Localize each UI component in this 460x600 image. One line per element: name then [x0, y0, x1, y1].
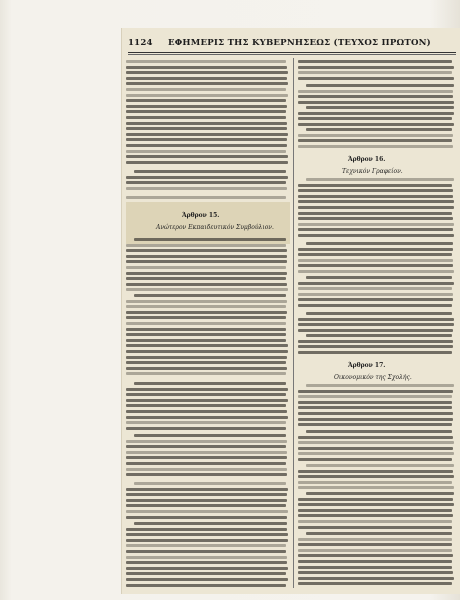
text-line: [298, 139, 452, 142]
text-line: [134, 522, 287, 525]
text-line: [306, 312, 452, 315]
text-line: [126, 260, 287, 263]
text-line: [126, 451, 287, 454]
text-line: [126, 133, 288, 136]
text-line: [298, 200, 454, 203]
text-line: [126, 440, 287, 443]
text-line: [298, 134, 453, 137]
text-line: [126, 462, 286, 465]
text-line: [298, 212, 452, 215]
text-line: [298, 452, 454, 455]
text-line: [126, 333, 286, 336]
text-line: [126, 539, 288, 542]
text-line: [298, 549, 452, 552]
text-line: [126, 488, 288, 491]
text-line: [126, 528, 287, 531]
text-line: [298, 77, 454, 80]
text-line: [298, 90, 453, 93]
text-line: [126, 305, 286, 308]
text-line: [298, 401, 452, 404]
text-line: [298, 436, 453, 439]
text-line: [126, 339, 286, 342]
text-line: [298, 520, 452, 523]
text-line: [126, 561, 287, 564]
text-line: [298, 509, 452, 512]
text-line: [126, 127, 287, 130]
text-line: [126, 187, 287, 190]
text-line: [126, 416, 288, 419]
text-line: [126, 468, 287, 471]
text-line: [126, 578, 288, 581]
text-line: [298, 538, 452, 541]
text-line: [126, 116, 286, 119]
text-line: [126, 122, 287, 125]
text-line: [126, 196, 286, 199]
text-line: [298, 287, 452, 290]
column-divider: [293, 58, 294, 588]
text-line: [298, 101, 454, 104]
text-line: [306, 106, 454, 109]
text-line: [126, 105, 287, 108]
text-line: [298, 412, 453, 415]
text-line: [298, 270, 454, 273]
left-column: [126, 58, 290, 588]
text-line: [298, 293, 453, 296]
text-line: [306, 128, 452, 131]
text-line: [126, 110, 286, 113]
text-line: [126, 427, 286, 430]
text-line: [126, 499, 287, 502]
text-line: [134, 170, 286, 173]
text-line: [126, 399, 288, 402]
text-line: [126, 356, 287, 359]
gazette-page: [122, 28, 460, 594]
text-line: [126, 138, 287, 141]
text-line: [298, 390, 453, 393]
text-line: [298, 248, 453, 251]
text-line: [298, 228, 453, 231]
text-line: [298, 323, 454, 326]
text-line: [126, 155, 288, 158]
text-line: [126, 272, 287, 275]
text-line: [298, 498, 453, 501]
text-line: [126, 404, 286, 407]
header-rule: [128, 54, 456, 55]
text-line: [126, 544, 286, 547]
text-line: [298, 481, 452, 484]
text-line: [126, 567, 288, 570]
text-line: [298, 486, 454, 489]
text-line: [126, 161, 288, 164]
text-line: [298, 418, 453, 421]
page-number: 1124: [128, 38, 153, 48]
article-15-heading: Άρθρον 15.: [182, 212, 220, 219]
text-line: [298, 340, 453, 343]
text-line: [126, 277, 286, 280]
text-line: [126, 445, 286, 448]
text-line: [298, 304, 452, 307]
text-line: [126, 82, 288, 85]
page-header: [128, 36, 456, 53]
text-line: [126, 421, 286, 424]
text-line: [306, 464, 454, 467]
text-line: [306, 242, 453, 245]
text-line: [126, 60, 286, 63]
text-line: [126, 328, 286, 331]
text-line: [126, 266, 286, 269]
text-line: [298, 184, 452, 187]
text-line: [298, 117, 452, 120]
text-line: [298, 217, 453, 220]
text-line: [126, 66, 287, 69]
text-line: [126, 316, 286, 319]
text-line: [126, 504, 286, 507]
text-line: [298, 234, 454, 237]
text-line: [298, 447, 453, 450]
text-line: [298, 145, 453, 148]
text-line: [298, 577, 454, 580]
text-line: [298, 282, 454, 285]
text-line: [306, 384, 454, 387]
text-line: [306, 532, 452, 535]
text-line: [126, 300, 287, 303]
article-17-heading: Άρθρον 17.: [348, 362, 386, 369]
text-line: [298, 223, 454, 226]
text-line: [126, 510, 288, 513]
text-line: [306, 84, 454, 87]
text-line: [126, 556, 287, 559]
text-line: [126, 181, 286, 184]
text-line: [306, 430, 452, 433]
text-line: [126, 288, 288, 291]
text-line: [298, 60, 452, 63]
text-line: [298, 345, 453, 348]
text-line: [298, 123, 454, 126]
text-line: [298, 189, 453, 192]
text-line: [134, 434, 286, 437]
text-line: [306, 276, 452, 279]
text-line: [306, 178, 454, 181]
text-line: [126, 584, 286, 587]
text-line: [126, 77, 287, 80]
text-line: [298, 66, 454, 69]
text-line: [298, 298, 453, 301]
text-line: [298, 112, 454, 115]
text-line: [134, 382, 286, 385]
text-line: [126, 176, 288, 179]
text-line: [126, 144, 287, 147]
article-16-heading: Άρθρον 16.: [348, 156, 386, 163]
text-line: [126, 249, 287, 252]
text-line: [298, 571, 453, 574]
text-line: [298, 566, 452, 569]
text-line: [126, 533, 288, 536]
text-line: [298, 560, 452, 563]
text-line: [298, 395, 452, 398]
text-line: [298, 329, 453, 332]
text-line: [126, 150, 286, 153]
text-line: [126, 244, 286, 247]
text-line: [126, 255, 287, 258]
text-line: [298, 470, 453, 473]
text-line: [134, 238, 286, 241]
text-line: [298, 441, 454, 444]
text-line: [126, 393, 286, 396]
right-column: [298, 58, 456, 588]
text-line: [298, 195, 453, 198]
text-line: [126, 94, 288, 97]
text-line: [298, 554, 453, 557]
text-line: [126, 350, 288, 353]
text-line: [126, 88, 286, 91]
text-line: [306, 334, 452, 337]
text-line: [126, 410, 287, 413]
text-line: [126, 283, 287, 286]
text-line: [298, 406, 452, 409]
text-line: [126, 71, 288, 74]
text-line: [126, 367, 287, 370]
text-line: [126, 361, 286, 364]
text-line: [298, 95, 453, 98]
text-line: [126, 572, 286, 575]
text-line: [298, 458, 452, 461]
text-line: [298, 582, 452, 585]
text-line: [126, 473, 287, 476]
text-line: [126, 456, 287, 459]
text-line: [126, 344, 288, 347]
text-line: [298, 71, 452, 74]
article-16-subtitle: Τεχνικόν Γραφείον.: [342, 168, 403, 175]
text-line: [126, 99, 286, 102]
text-line: [298, 253, 452, 256]
text-line: [298, 259, 453, 262]
text-line: [126, 516, 287, 519]
text-line: [298, 423, 452, 426]
text-line: [298, 206, 454, 209]
text-line: [298, 503, 454, 506]
text-line: [134, 482, 286, 485]
text-line: [298, 543, 452, 546]
text-line: [126, 311, 287, 314]
text-line: [306, 492, 454, 495]
article-15-subtitle: Ανώτερον Εκπαιδευτικόν Συμβούλιον.: [156, 224, 274, 231]
text-line: [298, 351, 452, 354]
article-17-subtitle: Οικονομικόν της Σχολής.: [334, 374, 412, 381]
text-line: [298, 514, 453, 517]
text-line: [298, 264, 453, 267]
text-line: [298, 475, 454, 478]
text-line: [126, 493, 287, 496]
text-line: [298, 526, 452, 529]
text-line: [126, 550, 286, 553]
text-line: [126, 372, 286, 375]
text-line: [126, 322, 286, 325]
text-line: [298, 318, 454, 321]
text-line: [134, 294, 286, 297]
text-line: [126, 388, 288, 391]
gazette-title: ΕΦΗΜΕΡΙΣ ΤΗΣ ΚΥΒΕΡΝΗΣΕΩΣ (ΤΕΥΧΟΣ ΠΡΩΤΟΝ): [168, 38, 431, 48]
